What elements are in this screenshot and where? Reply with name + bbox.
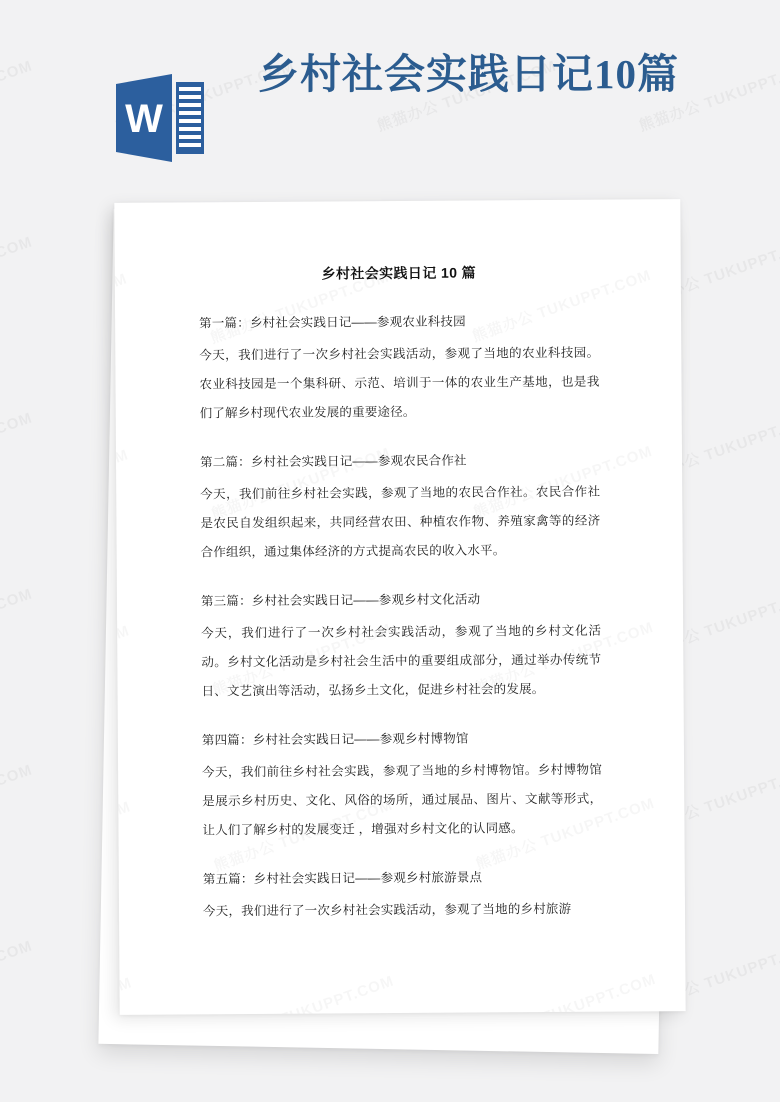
section-paragraph: 今天，我们前往乡村社会实践，参观了当地的农民合作社。农民合作社是农民自发组织起来，共同经营农田、种植农作物、养殖家禽等的经济合作组织，通过集体经济的方式提高农民的收入水平。 — [200, 484, 601, 560]
section-title: 第五篇：乡村社会实践日记——参观乡村旅游景点 — [202, 870, 483, 887]
page-title: 乡村社会实践日记10篇 — [258, 51, 679, 97]
section-title: 第二篇：乡村社会实践日记——参观农民合作社 — [199, 453, 467, 470]
document-section — [200, 447, 601, 568]
document-section — [199, 308, 600, 429]
watermark-text — [114, 443, 131, 525]
document-section — [203, 864, 603, 927]
section-paragraph: 今天，我们进行了一次乡村社会实践活动，参观了当地的乡村旅游 — [202, 901, 572, 919]
section-paragraph: 今天，我们进行了一次乡村社会实践活动，参观了当地的农业科技园。农业科技园是一个集科研、示范、培训于一体的农业生产基地，也是我们了解乡村现代农业发展的重要途径。 — [199, 345, 600, 421]
watermark-text — [114, 267, 130, 349]
watermark-text — [114, 619, 132, 701]
svg-text:W: W — [125, 97, 163, 141]
document-heading: 乡村社会实践日记 10 篇 — [321, 264, 477, 282]
document-content — [199, 262, 604, 948]
preview-header — [0, 0, 780, 190]
section-title: 第一篇：乡村社会实践日记——参观农业科技园 — [199, 314, 466, 331]
watermark-text — [212, 970, 397, 1015]
section-paragraph: 今天，我们前往乡村社会实践，参观了当地的乡村博物馆。乡村博物馆是展示乡村历史、文化、风俗的场所，通过展品、图片、文献等形式，让人们了解乡村的发展变迁 ，增强对乡村文化的认同感。 — [202, 762, 603, 838]
watermark-text — [474, 968, 659, 1015]
document-section — [201, 586, 602, 707]
document-page-front[interactable] — [114, 199, 685, 1015]
microsoft-word-icon — [112, 72, 208, 164]
section-title: 第三篇：乡村社会实践日记——参观乡村文化活动 — [200, 592, 481, 609]
document-section — [202, 725, 603, 846]
section-paragraph: 今天，我们进行了一次乡村社会实践活动，参观了当地的乡村文化活动。乡村文化活动是乡村社会生活中的重要组成部分，通过举办传统节日、文艺演出等活动，弘扬乡土文化，促进乡村社会的发展。 — [201, 623, 602, 699]
section-title: 第四篇：乡村社会实践日记——参观乡村博物馆 — [201, 731, 469, 748]
